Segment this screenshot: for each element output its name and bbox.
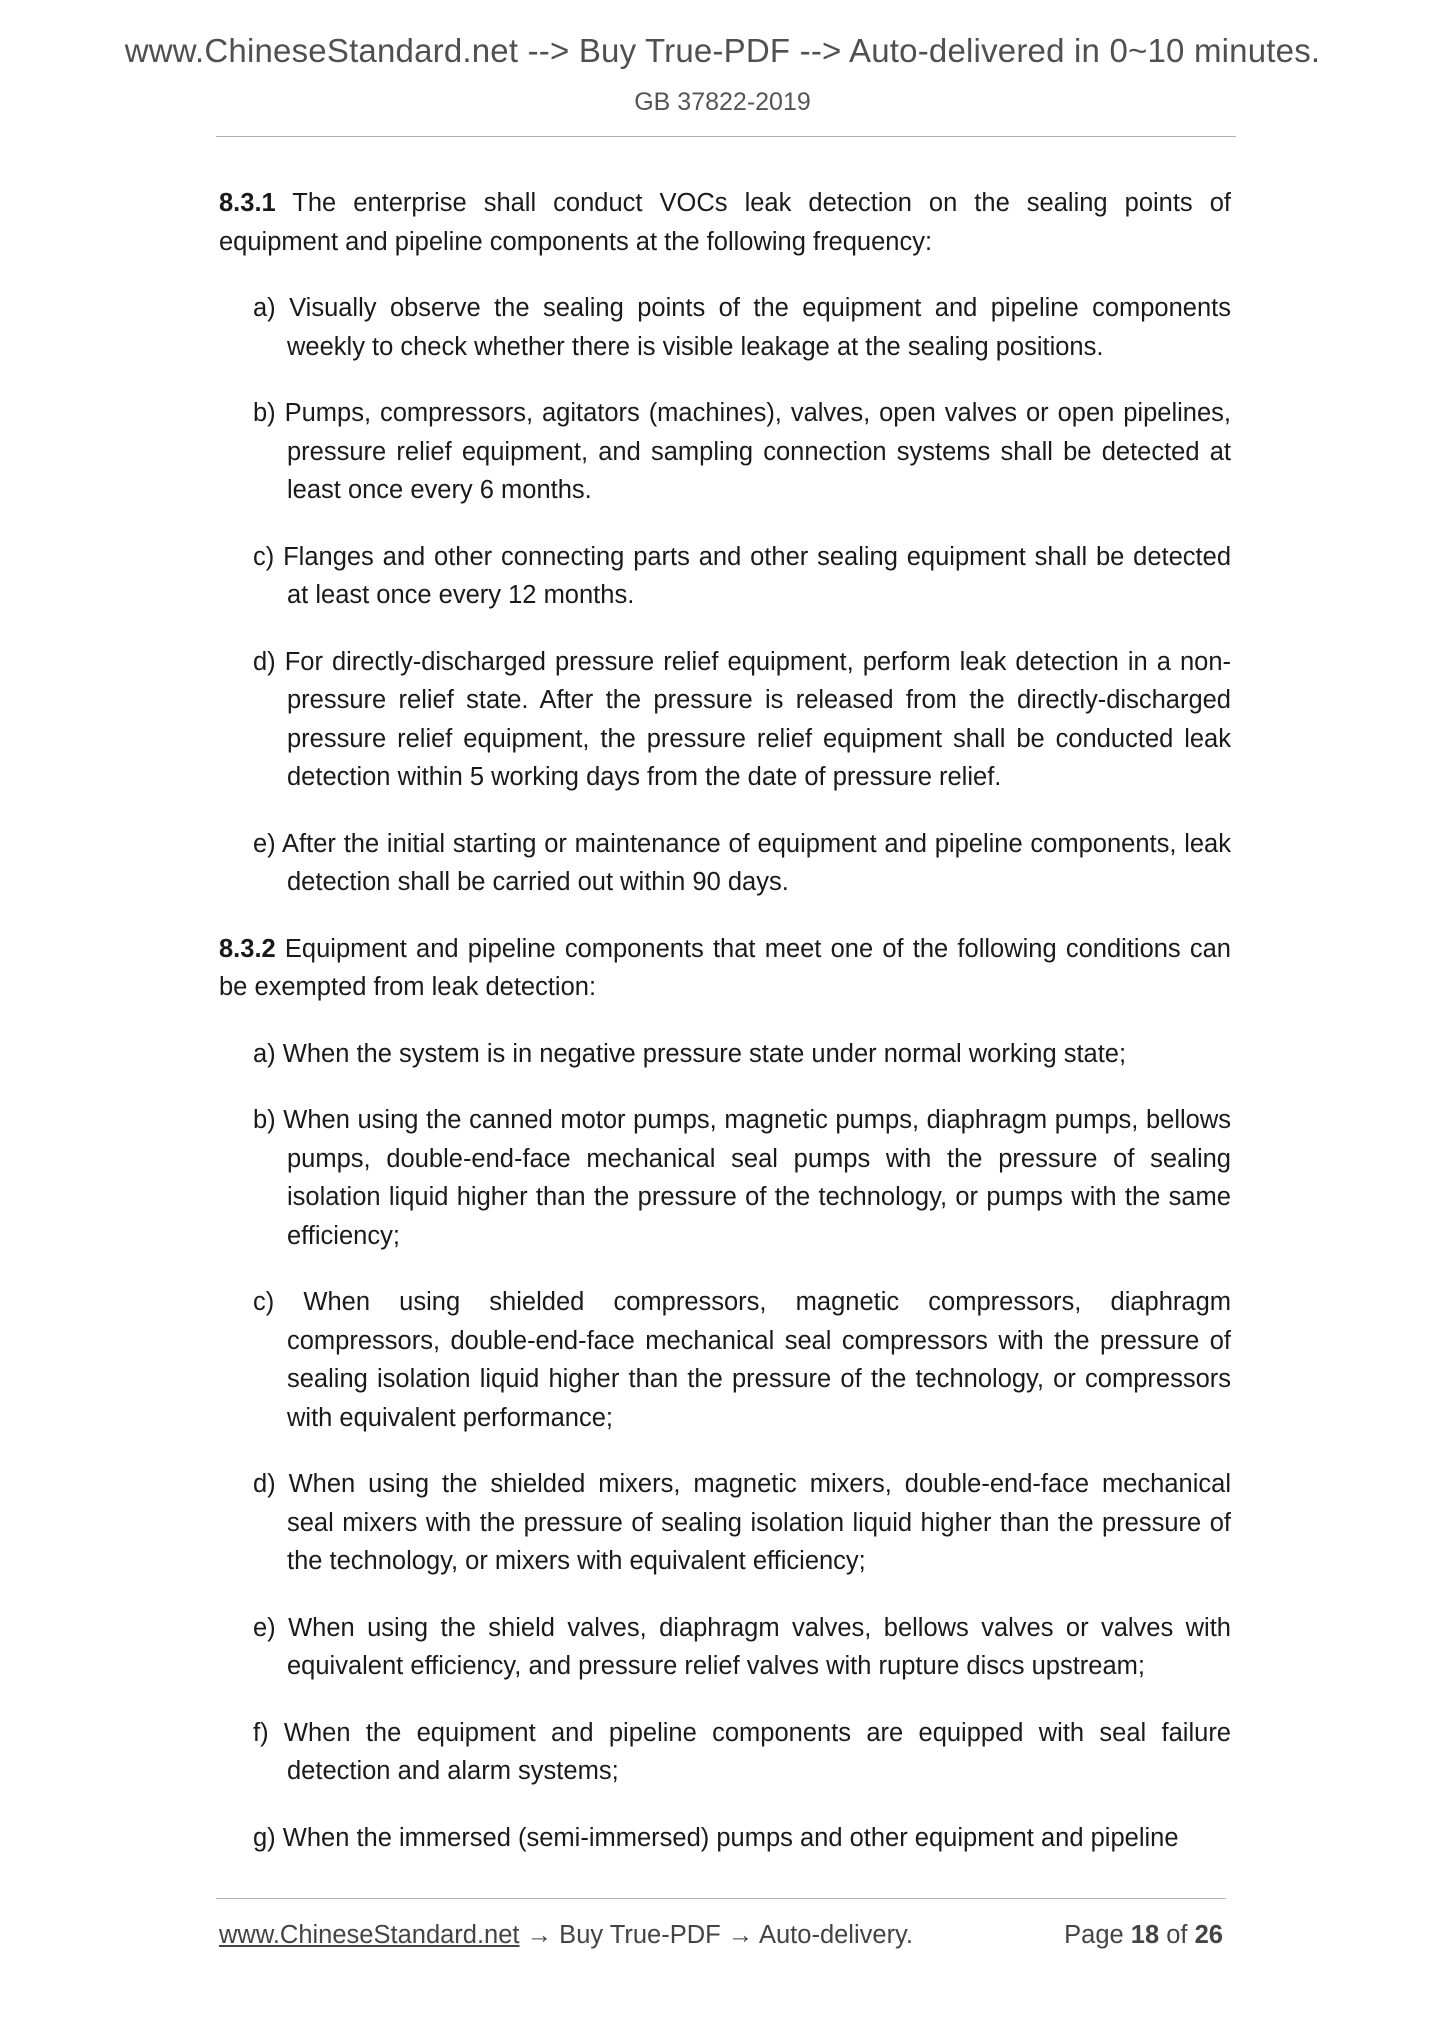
- page-current: 18: [1130, 1921, 1160, 1949]
- page-indicator: [1064, 1921, 1223, 1950]
- list-item: d) For directly-discharged pressure relief equipment, perform leak detection in a non-pressure relief state. After the pressure is released from the directly-discharged pressure relief equipment, the pressure relief equipment shall be conducted leak detection within 5 working days from the date of pressure relief.: [253, 647, 1231, 791]
- list-item: a) Visually observe the sealing points of the equipment and pipeline components weekly to check whether there is visible leakage at the sealing positions.: [253, 294, 1231, 361]
- footer-divider: [216, 1898, 1226, 1899]
- list-item: e) After the initial starting or maintenance of equipment and pipeline components, leak detection shall be carried out within 90 days.: [253, 829, 1231, 896]
- page-label: Page: [1064, 1921, 1124, 1949]
- clause-8-3-2: [219, 930, 1231, 1007]
- list-item: d) When using the shielded mixers, magnetic mixers, double-end-face mechanical seal mixers with the pressure of sealing isolation liquid higher than the pressure of the technology, or mixers with equivalent efficiency;: [253, 1470, 1231, 1575]
- header-divider: [216, 136, 1236, 137]
- clause-8-3-2-list: [219, 1035, 1231, 1858]
- footer-left: [219, 1921, 913, 1950]
- list-item: a) When the system is in negative pressure state under normal working state;: [253, 1039, 1127, 1068]
- clause-text: Equipment and pipeline components that meet one of the following conditions can be exempted from leak detection:: [219, 934, 1231, 1001]
- clause-number: 8.3.1: [219, 189, 276, 217]
- list-item: g) When the immersed (semi-immersed) pumps and other equipment and pipeline: [253, 1823, 1179, 1852]
- clause-8-3-1-list: [219, 289, 1231, 902]
- footer-tagline: → Buy True-PDF → Auto-delivery.: [519, 1921, 913, 1949]
- standard-code: GB 37822-2019: [634, 88, 811, 116]
- document-body: [219, 184, 1231, 1857]
- page-total: 26: [1194, 1921, 1223, 1949]
- list-item: e) When using the shield valves, diaphragm valves, bellows valves or valves with equivalent efficiency, and pressure relief valves with rupture discs upstream;: [253, 1613, 1231, 1680]
- of-label: of: [1166, 1921, 1188, 1949]
- top-banner: www.ChineseStandard.net --> Buy True-PDF --> Auto-delivered in 0~10 minutes.: [124, 32, 1321, 69]
- clause-text: The enterprise shall conduct VOCs leak detection on the sealing points of equipment and pipeline components at the following frequency:: [219, 189, 1231, 256]
- clause-number: 8.3.2: [219, 934, 276, 963]
- list-item: b) Pumps, compressors, agitators (machines), valves, open valves or open pipelines, pressure relief equipment, and sampling connection systems shall be detected at least once every 6 months.: [253, 399, 1231, 504]
- list-item: c) Flanges and other connecting parts and other sealing equipment shall be detected at least once every 12 months.: [253, 542, 1231, 609]
- clause-8-3-1: [219, 184, 1231, 261]
- footer-website-link[interactable]: www.ChineseStandard.net: [219, 1921, 520, 1949]
- list-item: b) When using the canned motor pumps, magnetic pumps, diaphragm pumps, bellows pumps, double-end-face mechanical seal pumps with the pressure of sealing isolation liquid higher than the pressure of the technology, or pumps with the same efficiency;: [253, 1106, 1231, 1250]
- list-item: c) When using shielded compressors, magnetic compressors, diaphragm compressors, double-end-face mechanical seal compressors with the pressure of sealing isolation liquid higher than the pressure of the technology, or compressors with equivalent performance;: [253, 1288, 1231, 1432]
- list-item: f) When the equipment and pipeline components are equipped with seal failure detection and alarm systems;: [253, 1718, 1231, 1785]
